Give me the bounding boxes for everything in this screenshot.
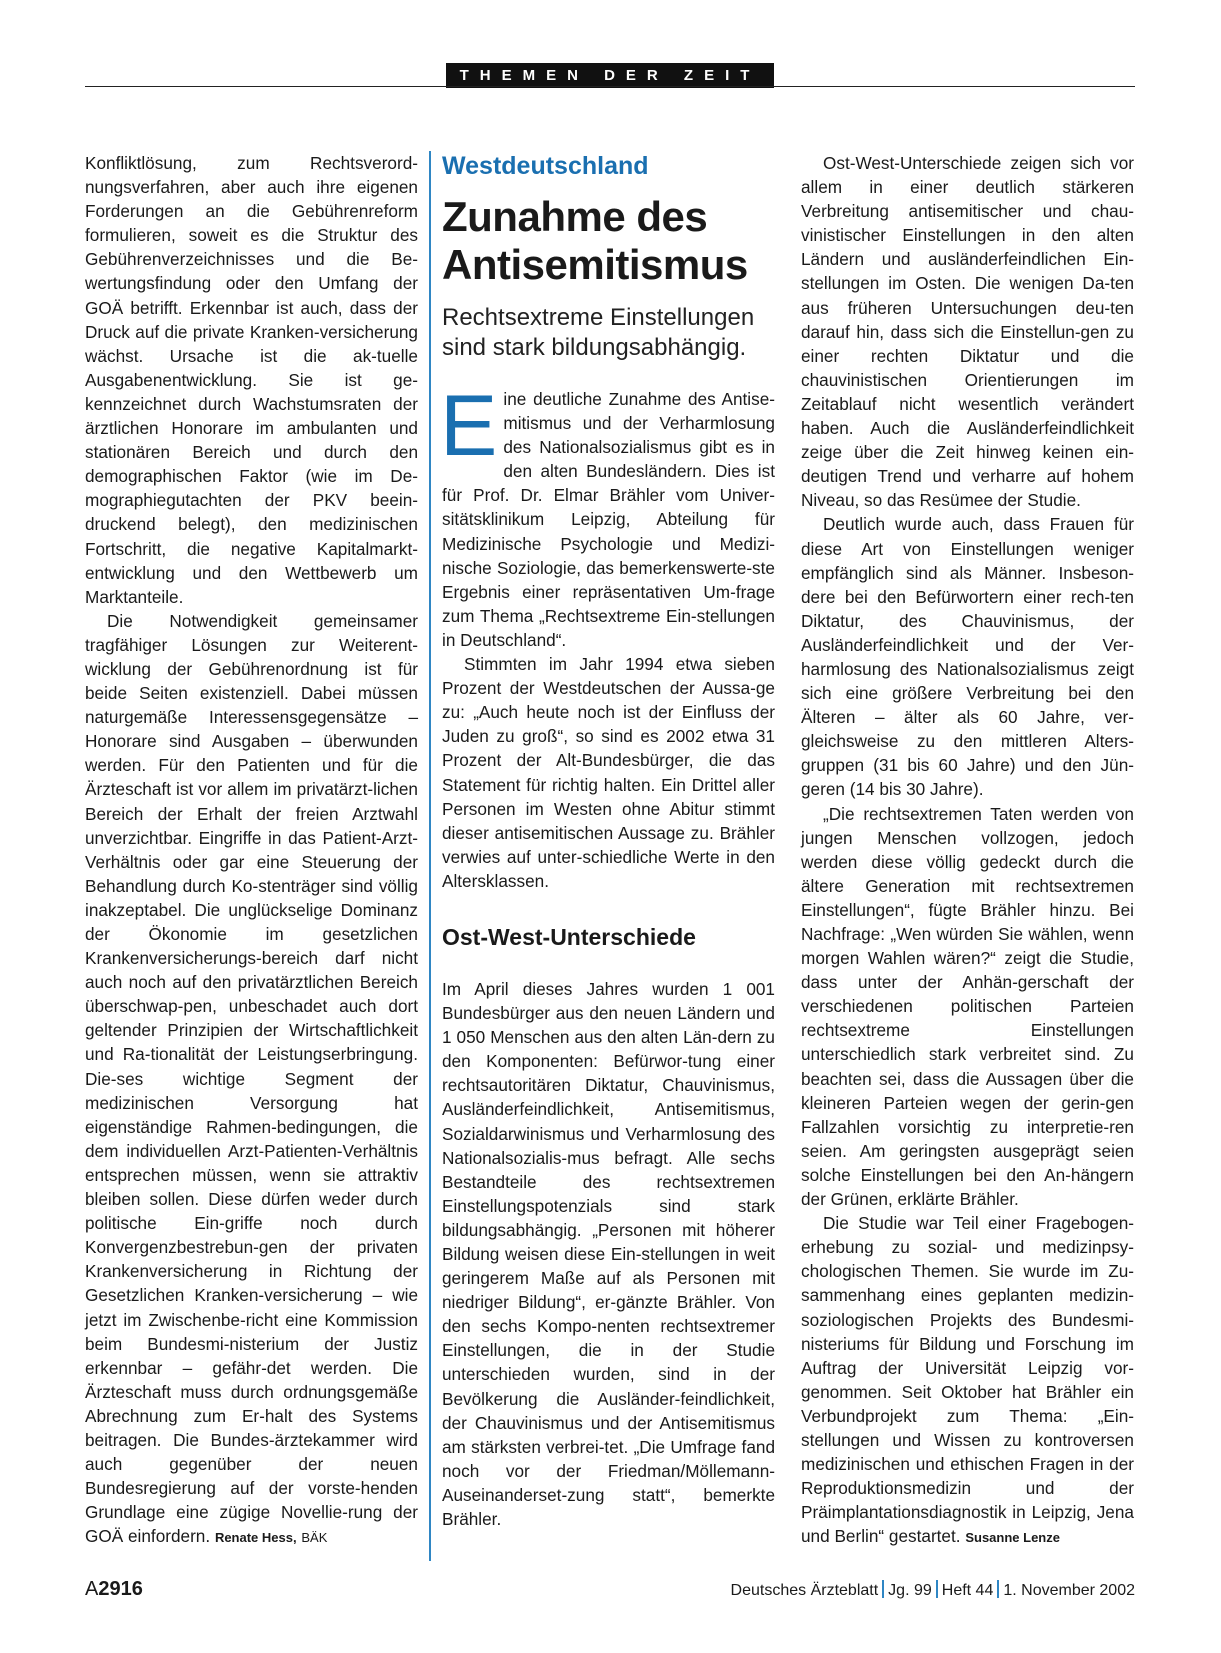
paragraph-text: ine deutliche Zunahme des Antise-mitismus und der Verharmlosung des Nationalsozialismus gibt es in den alten Bundesländern. Dies ist für Prof. Dr. Elmar Brähler vom Univer-sitätsklinikum Leipzig, Abteilung für Medizinische Psychologie und Medizi-nische Soziologie, das bemerkenswerte-ste Ergebnis einer repräsentativen Um-frage zum Thema „Rechtsextreme Ein-stellungen in Deutschland“. — [442, 389, 775, 650]
paragraph-text: Die Notwendigkeit gemeinsamer tragfähiger Lösungen zur Weiterent-wicklung der Gebührenordnung ist für beide Seiten existenziell. Dabei müssen naturgemäße Interessensgegensätze – Honorare sind Ausgaben – überwunden werden. Für den Patienten und für die Ärzteschaft ist vor allem im privatärzt-lichen Bereich der Erhalt der freien Arztwahl unverzichtbar. Eingriffe in das Patient-Arzt-Verhältnis oder gar eine Steuerung der Behandlung durch Ko-stenträger sind völlig inakzeptabel. Die unglückselige Dominanz der Ökonomie im gesetzlichen Krankenversicherungs-bereich darf nicht auch noch auf den privatärztlichen Bereich überschwap-pen, unbeschadet auch dort geltender Prinzipien der Wirtschaftlichkeit und Ra-tionalität der Leistungserbringung. Die-ses wichtige Segment der medizinischen Versorgung hat eigenständige Rahmen-bedingungen, die dem individuellen Arzt-Patienten-Verhältnis entsprechen müssen, wenn sie attraktiv bleiben sollen. Diese dürfen weder durch politische Ein-griffe noch durch Konvergenzbestrebun-gen der privaten Krankenversicherung in Richtung der Gesetzlichen Kranken-versicherung – wie jetzt im Zwischenbe-richt eine Kommission beim Bundesmi-nisterium der Justiz erkennbar – gefähr-det werden. Die Ärzteschaft muss durch ordnungsgemäße Abrechnung zum Er-halt des Systems beitragen. Die Bundes-ärztekammer wird auch gegenüber der neuen Bundesregierung auf der vorste-henden Grundlage eine zügige Novellie-rung der GOÄ einfordern. — [85, 610, 418, 1547]
section-subhead: Ost-West-Unterschiede — [442, 923, 696, 950]
author-organization: BÄK — [301, 1530, 328, 1546]
footer-separator — [882, 1580, 884, 1598]
paragraph: Konfliktlösung, zum Rechtsverord-nungsverfahren, aber auch ihre eigenen Forderungen an die Gebührenreform formulieren, soweit es die Struktur des Gebührenverzeichnisses und die Be-wertungsfindung oder den Umfang der GOÄ betrifft. Erkennbar ist auch, dass der Druck auf die private Kranken-versicherung wächst. Ursache ist die ak-tuelle Ausgabenentwicklung. Sie ist ge-kennzeichnet durch Wachstumsraten der ärztlichen Honorare im ambulanten und stationären Bereich und durch den demographischen Faktor (wie im De-mographiegutachten der PKV beein-druckend belegt), den medizinischen Fortschritt, die negative Kapitalmarkt-entwicklung und den Wettbewerb um Marktanteile. — [85, 153, 418, 607]
journal-name: Deutsches Ärzteblatt — [730, 1582, 879, 1599]
footer-separator — [936, 1580, 938, 1598]
paragraph — [85, 609, 418, 1551]
page-number-value: 2916 — [98, 1578, 143, 1600]
issue: Heft 44 — [941, 1582, 994, 1599]
paragraph-text: Die Studie war Teil einer Fragebogen-erhebung zu sozial- und medizinpsy-chologischen Themen. Sie wurde im Zu-sammenhang eines geplanten medizin-soziologischen Projekts des Bundesmi-nisteriums für Bildung und Forschung im Auftrag der Universität Leipzig vor-genommen. Seit Oktober hat Brähler ein Verbundprojekt zum Thema: „Ein-stellungen und Wissen zu kontroversen medizinischen und ethischen Fragen in der Reproduktionsmedizin und der Präimplantationsdiagnostik in Leipzig, Jena und Berlin“ gestartet. — [801, 1213, 1134, 1547]
column-divider — [429, 151, 431, 1561]
column-middle — [442, 151, 775, 1531]
column-right — [801, 151, 1134, 1550]
lead-paragraph — [440, 378, 775, 652]
paragraph: Stimmten im Jahr 1994 etwa sieben Prozent der Westdeutschen der Aussa-ge zu: „Auch heute noch ist der Einfluss der Juden zu groß“, so sind es 2002 etwa 31 Prozent der Alt-Bundesbürger, die das Statement für richtig halten. Ein Drittel aller Personen im Westen ohne Abitur stimmt dieser antisemitischen Aussage zu. Brähler verwies auf unter-schiedliche Werte in den Altersklassen. — [442, 654, 775, 891]
article-kicker: Westdeutschland — [442, 152, 649, 180]
paragraph: Ost-West-Unterschiede zeigen sich vor allem in einer deutlich stärkeren Verbreitung antisemitischer und chau-vinistischer Einstellungen in den alten Ländern und ausländerfeindlichen Ein-stellungen im Osten. Die wenigen Da-ten aus früheren Untersuchungen deu-ten darauf hin, dass sich die Einstellun-gen zu einer rechten Diktatur und die chauvinistischen Orientierungen im Zeitablauf nicht wesentlich verändert haben. Auch die Ausländerfeindlichkeit zeige über die Zeit hinweg keinen ein-deutigen Trend und verharre auf hohem Niveau, so das Resümee der Studie. — [801, 153, 1134, 511]
section-header: THEMEN DER ZEIT — [446, 63, 774, 88]
drop-cap: E — [440, 378, 498, 474]
footer-publication — [731, 1580, 1135, 1600]
article-deck: Rechtsextreme Einstellungen sind stark bildungsabhängig. — [442, 304, 755, 361]
article-headline: Zunahme des Antisemitismus — [442, 193, 748, 288]
date: 1. November 2002 — [1003, 1582, 1135, 1599]
paragraph — [801, 1211, 1134, 1550]
header-rule — [85, 86, 1135, 87]
author-signature: Susanne Lenze — [965, 1530, 1060, 1546]
page-number — [85, 1578, 143, 1601]
column-left — [85, 151, 418, 1550]
paragraph: Deutlich wurde auch, dass Frauen für diese Art von Einstellungen weniger empfänglich sind als Männer. Insbeson-dere bei den Befürwortern einer rech-ten Diktatur, des Chauvinismus, der Ausländerfeindlichkeit und der Ver-harmlosung des Nationalsozialismus zeigt sich eine größere Verbreitung bei den Älteren – älter als 60 Jahre, ver-gleichsweise zu den mittleren Alters-gruppen (31 bis 60 Jahre) und den Jün-geren (14 bis 30 Jahre). — [801, 514, 1134, 800]
footer-separator — [997, 1580, 999, 1598]
page-prefix: A — [85, 1578, 99, 1600]
paragraph: Im April dieses Jahres wurden 1 001 Bundesbürger aus den neuen Ländern und 1 050 Menschen aus den alten Län-dern zu den Komponenten: Befürwor-tung einer rechtsautoritären Diktatur, Chauvinismus, Ausländerfeindlichkeit, Antisemitismus, Sozialdarwinismus und Verharmlosung des Nationalsozialis-mus befragt. Alle sechs Bestandteile des rechtsextremen Einstellungspotenzials sind stark bildungsabhängig. „Personen mit höherer Bildung weisen diese Ein-stellungen in weit geringerem Maße auf als Personen mit niedriger Bildung“, er-gänzte Brähler. Von den sechs Kompo-nenten rechtsextremer Einstellungen, die in der Studie unterschieden wurden, sind in der Bevölkerung die Ausländer-feindlichkeit, der Chauvinismus und der Antisemitismus am stärksten verbrei-tet. „Die Umfrage fand noch vor der Friedman/Möllemann-Auseinanderset-zung statt“, bemerkte Brähler. — [442, 978, 775, 1530]
author-signature: Renate Hess, — [214, 1530, 297, 1546]
volume: Jg. 99 — [888, 1582, 932, 1599]
paragraph: „Die rechtsextremen Taten werden von jungen Menschen vollzogen, jedoch werden diese völlig gedeckt durch die ältere Generation mit rechtsextremen Einstellungen“, fügte Brähler hinzu. Bei Nachfrage: „Wen würden Sie wählen, wenn morgen Wahlen wären?“ zeigt die Studie, dass unter der Anhän-gerschaft der verschiedenen politischen Parteien rechtsextreme Einstellungen unterschiedlich stark verbreitet sind. Zu beachten sei, dass die Aussagen über die kleineren Parteien wegen der gerin-gen Fallzahlen vorsichtig zu interpretie-ren seien. Am geringsten ausgeprägt seien solche Einstellungen bei den An-hängern der Grünen, erklärte Brähler. — [801, 803, 1134, 1210]
